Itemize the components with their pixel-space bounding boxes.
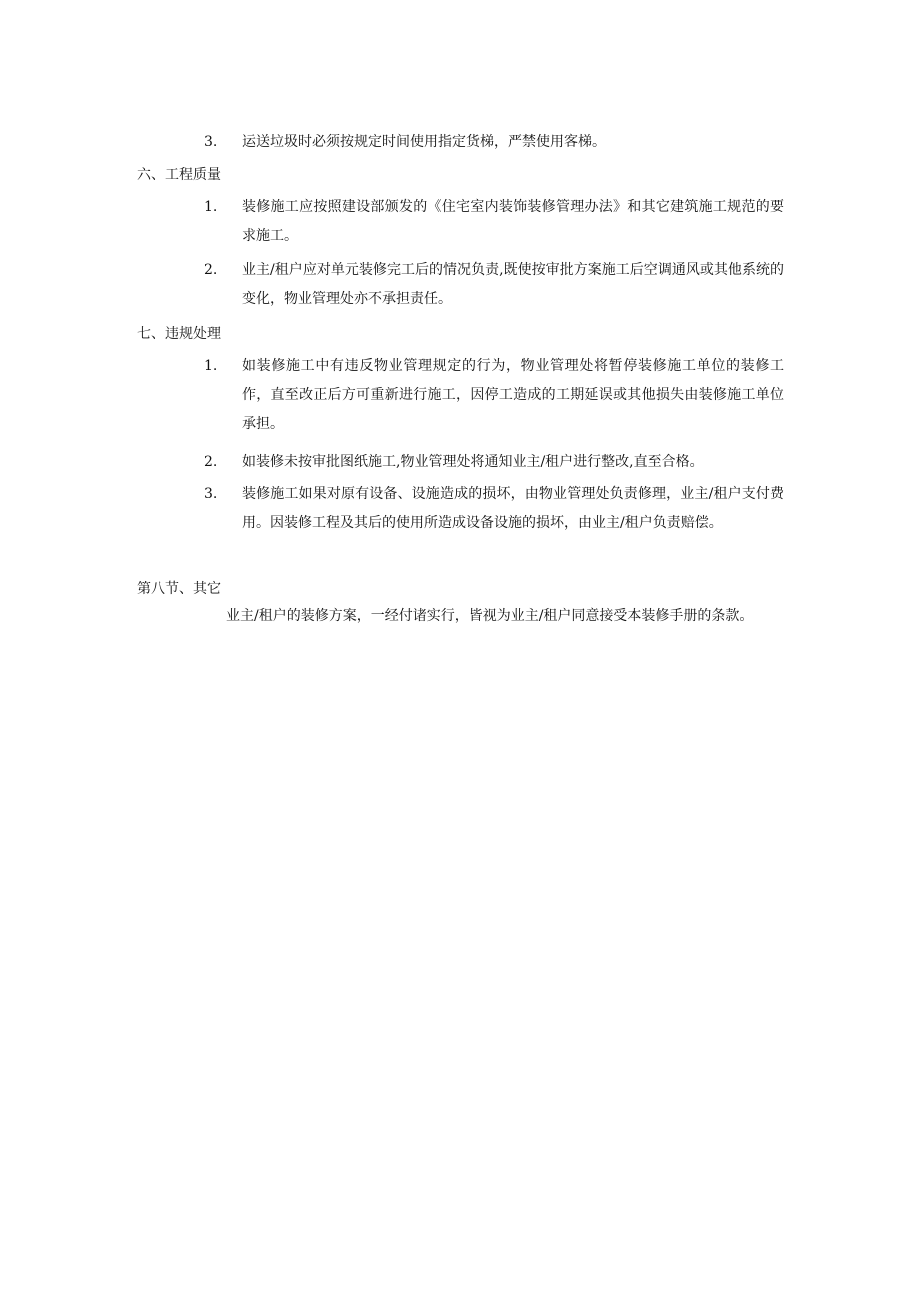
item-text: 运送垃圾时必须按规定时间使用指定货梯，严禁使用客梯。 [242, 134, 606, 150]
item-number: 1. [204, 199, 218, 215]
closing-paragraph: 业主/租户的装修方案，一经付诸实行，皆视为业主/租户同意接受本装修手册的条款。 [226, 608, 754, 624]
item-number: 2. [204, 262, 218, 278]
item-text: 装修施工如果对原有设备、设施造成的损坏，由物业管理处负责修理，业主/租户支付费用。因装修工程及其后的使用所造成设备设施的损坏，由业主/租户负责赔偿。 [242, 486, 784, 531]
item-text: 如装修未按审批图纸施工,物业管理处将通知业主/租户进行整改,直至合格。 [242, 454, 704, 470]
item-number: 3. [204, 486, 218, 502]
item-text: 装修施工应按照建设部颁发的《住宅室内装饰装修管理办法》和其它建筑施工规范的要求施工。 [242, 199, 784, 244]
section-heading-violations: 七、违规处理 [137, 326, 221, 342]
item-number: 2. [204, 454, 218, 470]
section-heading-other: 第八节、其它 [137, 581, 221, 597]
item-text: 业主/租户应对单元装修完工后的情况负责,既使按审批方案施工后空调通风或其他系统的变化，物业管理处亦不承担责任。 [242, 262, 784, 307]
item-number: 1. [204, 358, 218, 374]
item-number: 3. [204, 134, 218, 150]
section-heading-quality: 六、工程质量 [137, 167, 221, 183]
item-text: 如装修施工中有违反物业管理规定的行为，物业管理处将暂停装修施工单位的装修工作，直至改正后方可重新进行施工，因停工造成的工期延误或其他损失由装修施工单位承担。 [242, 358, 784, 432]
